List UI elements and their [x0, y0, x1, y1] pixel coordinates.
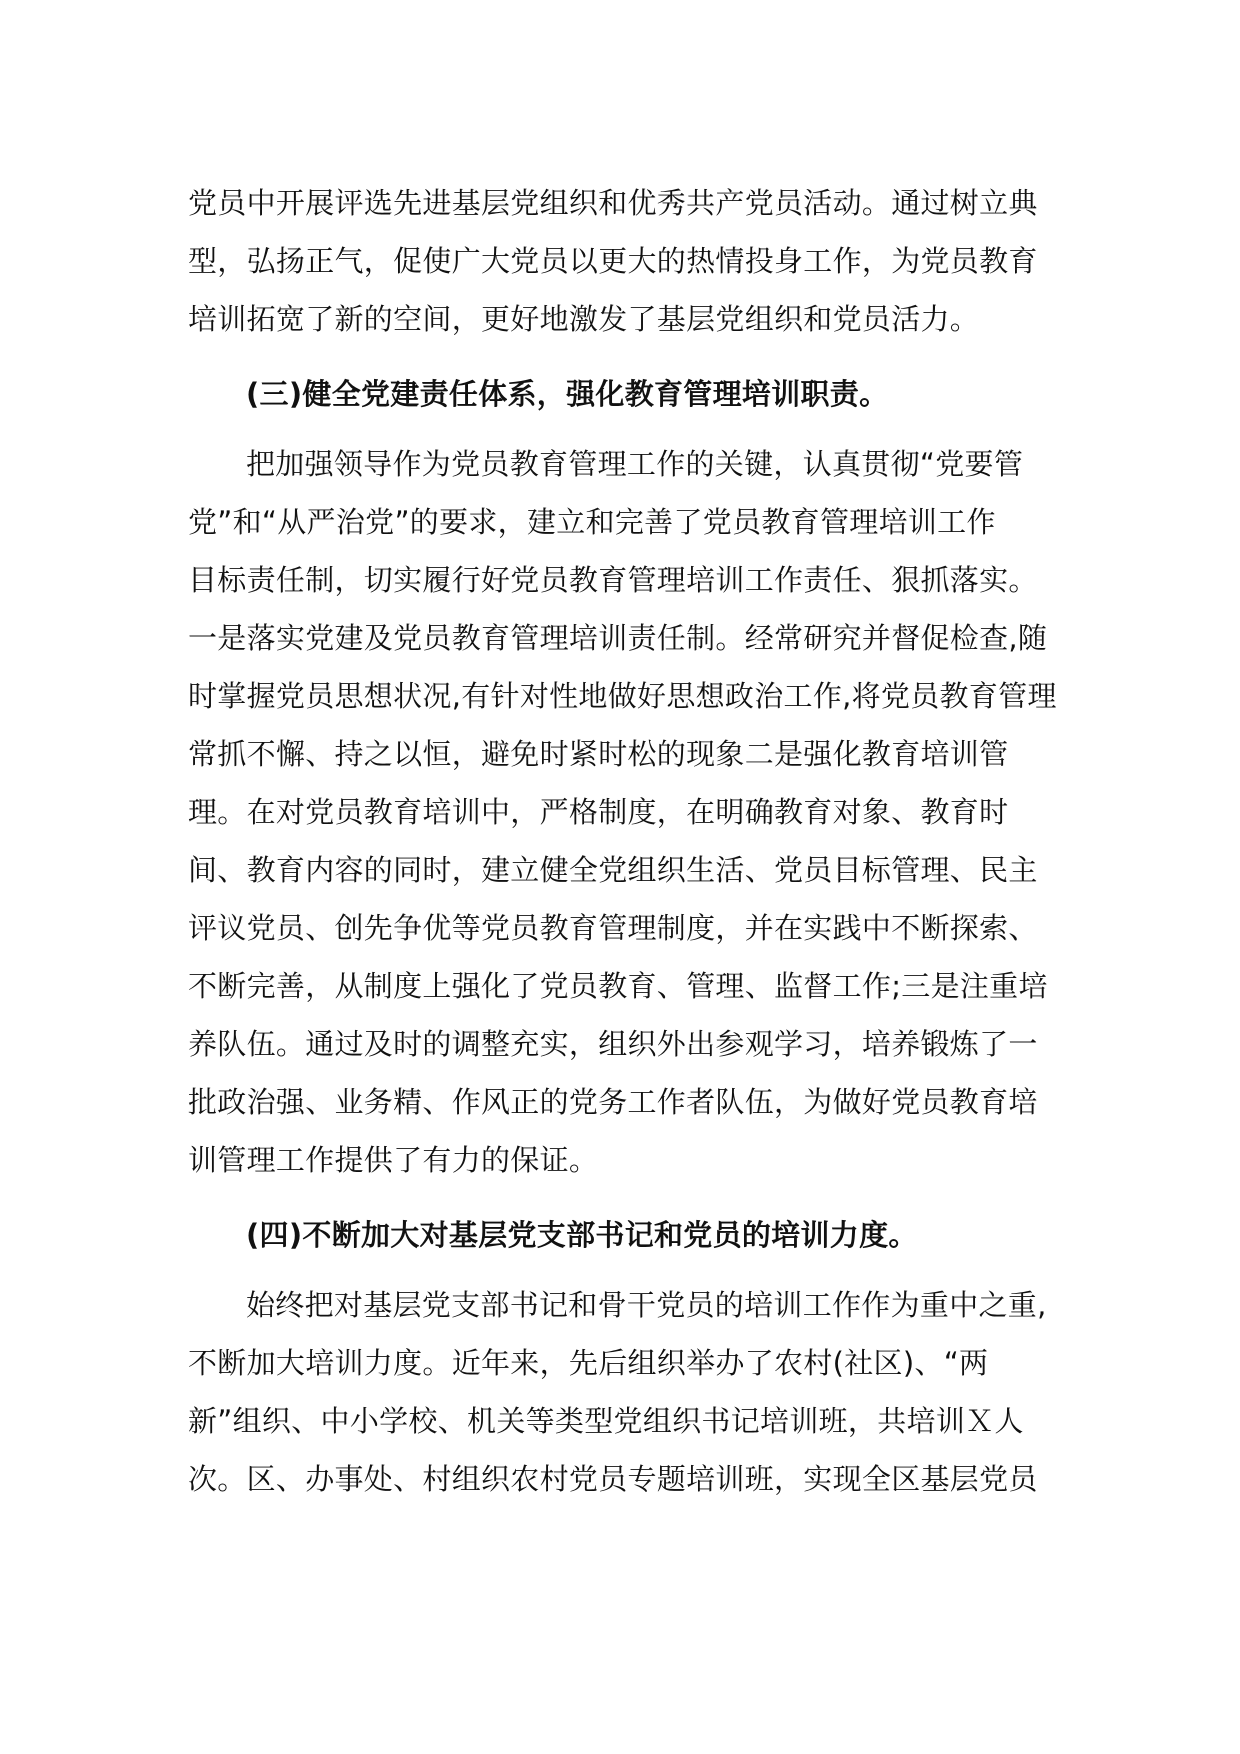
text-line: 理。在对党员教育培训中，严格制度，在明确教育对象、教育时	[188, 795, 1009, 829]
section-heading-3: (三)健全党建责任体系，强化教育管理培训职责。	[246, 377, 889, 411]
text-line: 把加强领导作为党员教育管理工作的关键，认真贯彻“党要管	[246, 447, 1024, 481]
text-line: 型，弘扬正气，促使广大党员以更大的热情投身工作，为党员教育	[188, 244, 1038, 278]
text-line: 党”和“从严治党”的要求，建立和完善了党员教育管理培训工作	[188, 505, 996, 539]
text-line: 批政治强、业务精、作风正的党务工作者队伍，为做好党员教育培	[188, 1085, 1038, 1119]
text-line: 训管理工作提供了有力的保证。	[188, 1143, 599, 1177]
section-heading-4: (四)不断加大对基层党支部书记和党员的培训力度。	[246, 1218, 918, 1252]
text-line: 养队伍。通过及时的调整充实，组织外出参观学习，培养锻炼了一	[188, 1027, 1038, 1061]
text-line: 目标责任制，切实履行好党员教育管理培训工作责任、狠抓落实。	[188, 563, 1038, 597]
text-line: 评议党员、创先争优等党员教育管理制度，并在实践中不断探索、	[188, 911, 1038, 945]
text-line: 培训拓宽了新的空间，更好地激发了基层党组织和党员活力。	[188, 302, 980, 336]
text-line: 不断完善，从制度上强化了党员教育、管理、监督工作;三是注重培	[188, 969, 1048, 1003]
text-line: 间、教育内容的同时，建立健全党组织生活、党员目标管理、民主	[188, 853, 1038, 887]
text-line: 时掌握党员思想状况,有针对性地做好思想政治工作,将党员教育管理	[188, 679, 1057, 713]
text-line: 不断加大培训力度。近年来，先后组织举办了农村(社区)、“两	[188, 1346, 989, 1380]
text-line: 常抓不懈、持之以恒，避免时紧时松的现象二是强化教育培训管	[188, 737, 1009, 771]
text-line: 新”组织、中小学校、机关等类型党组织书记培训班，共培训Ｘ人	[188, 1404, 1024, 1438]
text-line: 始终把对基层党支部书记和骨干党员的培训工作作为重中之重,	[246, 1288, 1047, 1322]
text-line: 党员中开展评选先进基层党组织和优秀共产党员活动。通过树立典	[188, 186, 1038, 220]
text-line: 一是落实党建及党员教育管理培训责任制。经常研究并督促检查,随	[188, 621, 1048, 655]
text-line: 次。区、办事处、村组织农村党员专题培训班，实现全区基层党员	[188, 1462, 1038, 1496]
